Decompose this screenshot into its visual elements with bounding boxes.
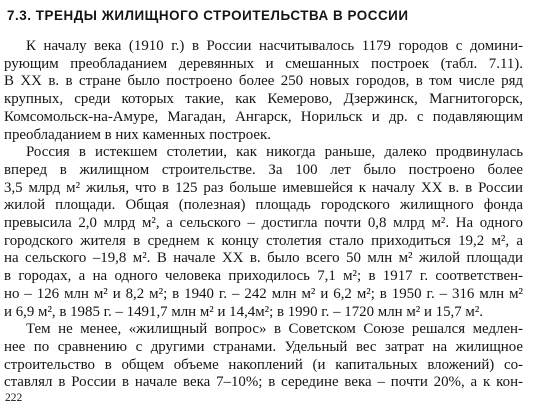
text-line: городского жителя в среднем к концу столетия стало приходиться 19,2 м², а	[4, 232, 523, 249]
body-text	[4, 38, 523, 392]
text-line: крупных, среди которых такие, как Кемерово, Дзержинск, Магнитогорск,	[4, 91, 523, 108]
text-line: Комсомольск-на-Амуре, Магадан, Ангарск, Норильск и др. с подавляющим	[4, 108, 523, 125]
text-line: и 6,9 м², в 1985 г. – 1491,7 млн м² и 14,4м²; в 1990 г. – 1720 млн м² и 15,7 м².	[4, 303, 484, 320]
text-line: на сельского –19,8 м². В начале XX в. было всего 50 млн м² жилой площади	[4, 250, 523, 267]
text-line: В XX в. в стране было построено более 250 новых городов, в том числе ряд	[4, 73, 523, 90]
text-line: в городах, а на одного человека приходилось 7,1 м²; в 1917 г. соответствен-	[4, 268, 523, 285]
text-line: Тем не менее, «жилищный вопрос» в Советском Союзе решался медлен-	[26, 321, 523, 338]
text-line: К началу века (1910 г.) в России насчитывалось 1179 городов с домини-	[26, 38, 523, 54]
paragraph-1	[4, 38, 523, 144]
text-line: 3,5 млрд м² жилья, что в 125 раз больше имевшейся к началу XX в. в России	[4, 179, 523, 196]
text-line: нее по сравнению с другими странами. Удельный вес затрат на жилищное	[4, 338, 523, 355]
text-line: преобладанием в них каменных построек.	[4, 126, 271, 143]
paragraph-3	[4, 321, 523, 392]
text-line: Россия в истекшем столетии, как никогда раньше, далеко продвинулась	[26, 144, 523, 161]
page-number: 222	[5, 392, 23, 404]
text-line: рующим преобладанием деревянных и смешанных построек (табл. 7.11).	[4, 55, 523, 72]
text-line: превысила 2,0 млрд м², а сельского – достигла почти 0,8 млрд м². На одного	[4, 215, 523, 232]
text-line: но – 126 млн м² и 8,2 м²; в 1940 г. – 242 млн м² и 6,2 м²; в 1950 г. – 316 млн м²	[4, 285, 523, 302]
section-heading: 7.3. ТРЕНДЫ ЖИЛИЩНОГО СТРОИТЕЛЬСТВА В РОССИИ	[7, 8, 409, 23]
text-line: ставлял в России в начале века 7–10%; в середине века – почти 20%, а к кон-	[4, 374, 523, 391]
text-line: вперед в жилищном строительстве. За 100 лет было построено более	[4, 161, 523, 178]
text-line: строительство в общем объеме накоплений (и капитальных вложений) со-	[4, 356, 523, 373]
paragraph-2	[4, 144, 523, 321]
text-line: жилой площади. Общая (полезная) площадь городского жилищного фонда	[4, 197, 523, 214]
